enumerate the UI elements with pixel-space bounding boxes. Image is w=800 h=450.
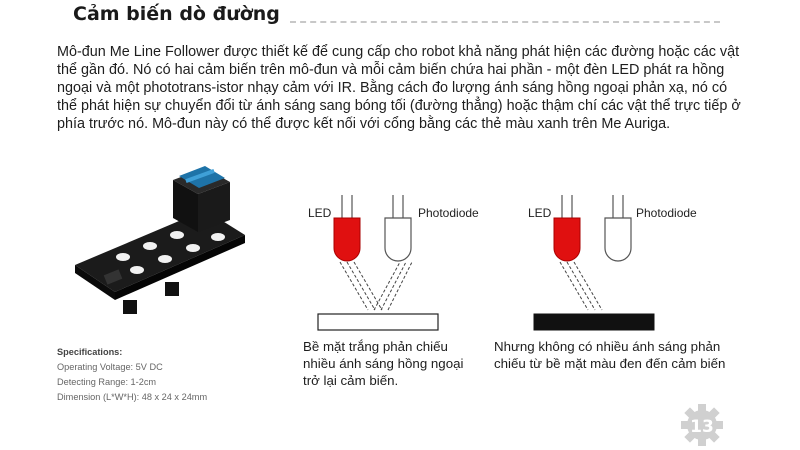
spec-line: Detecting Range: 1-2cm: [57, 377, 157, 387]
line-follower-module-image: [55, 160, 255, 340]
black-surface: [534, 314, 654, 330]
spec-line: Operating Voltage: 5V DC: [57, 362, 163, 372]
photodiode-icon: [605, 218, 631, 261]
page-number: 13: [690, 417, 714, 437]
photodiode-label: Photodiode: [636, 206, 697, 220]
intro-paragraph: Mô-đun Me Line Follower được thiết kế để cung cấp cho robot khả năng phát hiện các đường hoặc các vật thể gần đó. Nó có hai cảm biến trên mô-đun và mỗi cảm biến chứa hai phần - một đèn LED phát ra hồng ngoại và một phototrans-istor nhạy cảm với IR. Bằng cách đo lượng ánh sáng hồng ngoại phản xạ, nó có thể phát hiện sự chuyển đổi từ ánh sáng sang bóng tối (đường thẳng) hoặc thậm chí các vật thể trực tiếp ở phía trước nó. Mô-đun này có thể được kết nối với cổng bằng các thẻ màu xanh trên Me Auriga.: [57, 44, 741, 132]
diagram-white-surface: [300, 190, 479, 335]
white-surface: [318, 314, 438, 330]
title-divider: [290, 21, 720, 23]
specs-heading: Specifications:: [57, 347, 123, 357]
specifications: [57, 345, 207, 405]
caption-black: Nhưng không có nhiều ánh sáng phản chiếu từ bề mặt màu đen đến cảm biến: [494, 339, 726, 371]
caption-white: Bề mặt trắng phản chiếu nhiều ánh sáng hồng ngoại trở lại cảm biến.: [303, 339, 464, 388]
led-icon: [334, 218, 360, 261]
photodiode-icon: [385, 218, 411, 261]
photodiode-label: Photodiode: [418, 206, 479, 220]
led-icon: [554, 218, 580, 261]
led-label: LED: [308, 206, 332, 220]
led-label: LED: [528, 206, 552, 220]
page-number-gear-icon: [680, 403, 724, 447]
page-title: Cảm biến dò đường: [73, 3, 280, 25]
spec-line: Dimension (L*W*H): 48 x 24 x 24mm: [57, 392, 208, 402]
diagram-black-surface: [520, 190, 720, 335]
